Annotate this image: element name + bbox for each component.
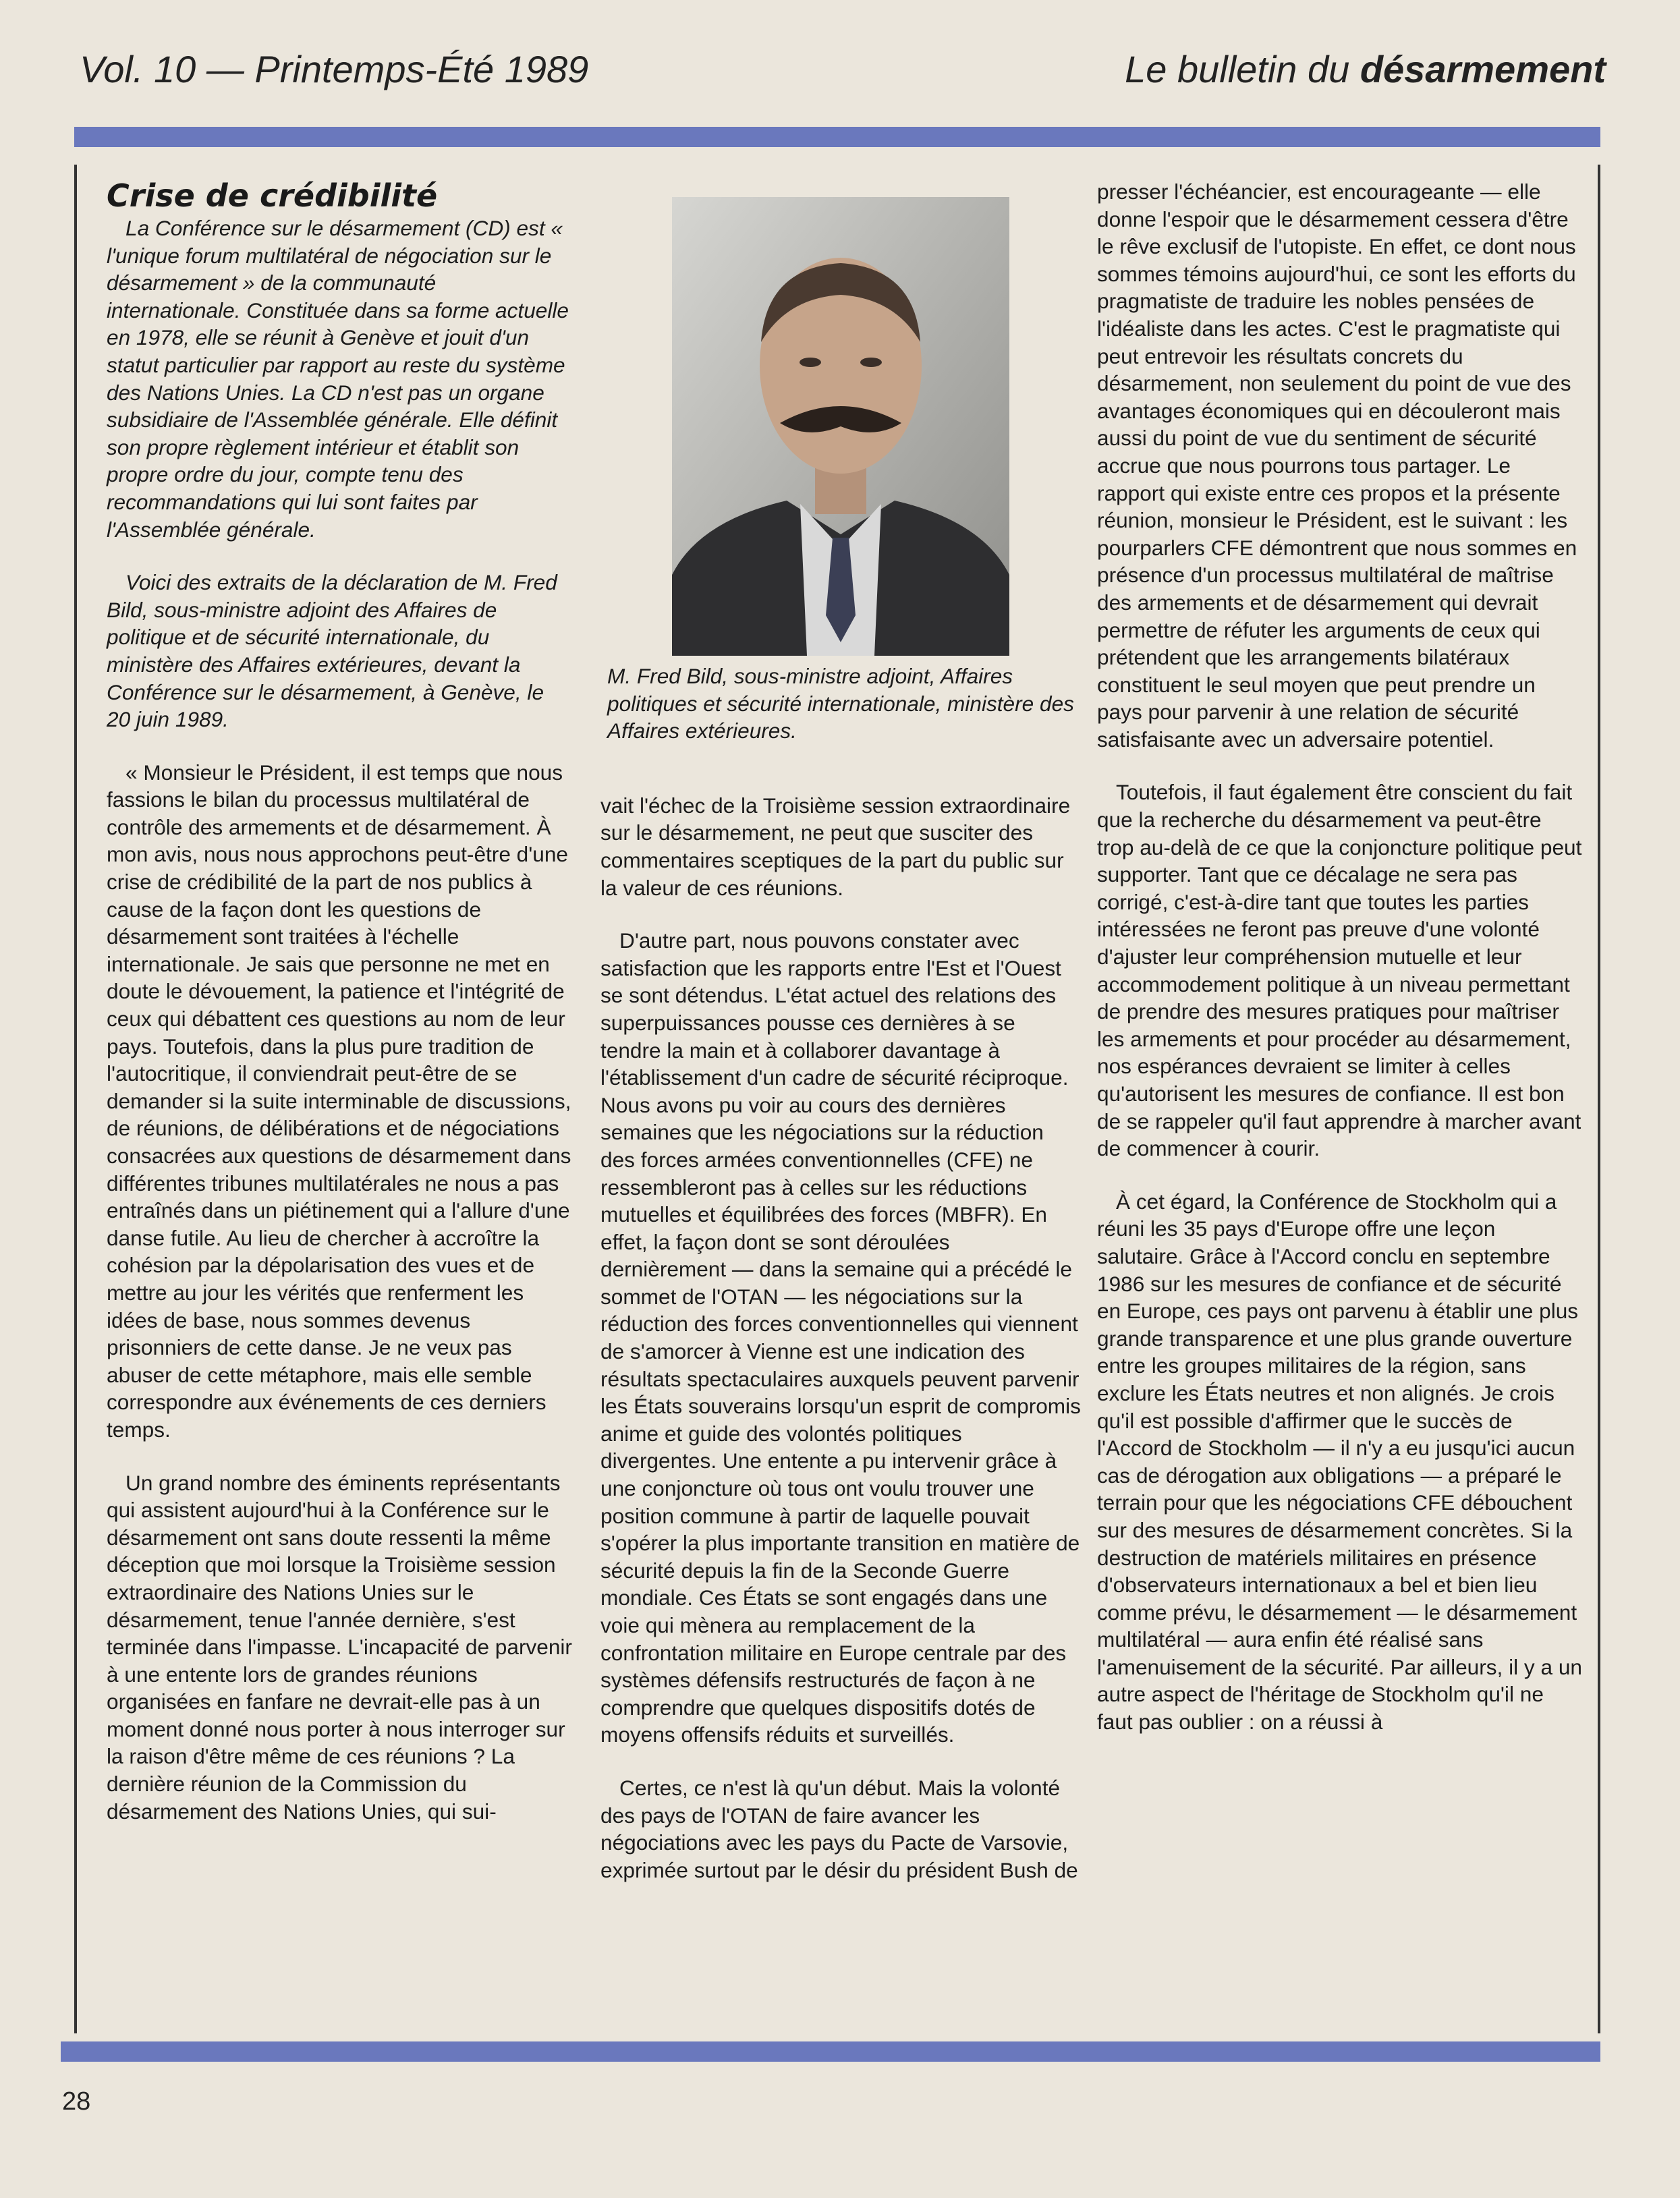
body-paragraph: À cet égard, la Conférence de Stockholm qui a réuni les 35 pays d'Europe offre une leçon salutaire. Grâce à l'Accord conclu en septembre 1986 sur les mesures de confiance et de sécurité en Europe, ces pays ont parvenu à établir une plus grande transparence et une plus grande ouverture entre les groupes militaires de la région, sans exclure les États neutres et non alignés. Je crois qu'il est possible d'affirmer que le succès de l'Accord de Stockholm — il n'y a eu jusqu'ici aucun cas de dérogation aux obligations — a préparé le terrain pour que les négociations CFE débouchent sur des mesures de désarmement concrètes. Si la destruction de matériels militaires en présence d'observateurs internationaux a bel et bien lieu comme prévu, le désarmement — le désarmement multilatéral — aura enfin été réalisé sans l'amenuisement de la sécurité. Par ailleurs, il y a un autre aspect de l'héritage de Stockholm qu'il ne faut pas oublier : on a réussi à: [1097, 1189, 1582, 1735]
body-paragraph: D'autre part, nous pouvons constater avec satisfaction que les rapports entre l'Est et l'Ouest se sont détendus. L'état actuel des relations des superpuissances pousse ces dernières à se tendre la main et à collaborer davantage à l'établissement d'un cadre de sécurité réciproque. Nous avons pu voir au cours des dernières semaines que les négociations sur la réduction des forces armées conventionnelles (CFE) ne ressembleront pas à celles sur les réductions mutuelles et équilibrées des forces (MBFR). En effet, la façon dont se sont déroulées dernièrement — dans la semaine qui a précédé le sommet de l'OTAN — les négociations sur la réduction des forces conventionnelles qui viennent de s'amorcer à Vienne est une indication des résultats spectaculaires auxquels peuvent parvenir les États souverains lorsqu'un esprit de compromis anime et guide des volontés politiques divergentes. Une entente a pu intervenir grâce à une conjoncture où tous ont voulu trouver une position commune à partir de laquelle pouvait s'opérer la plus importante transition en matière de sécurité depuis la fin de la Seconde Guerre mondiale. Ces États se sont engagés dans une voie qui mènera au remplacement de la confrontation militaire en Europe centrale par des systèmes défensifs restructurés de façon à ne comprendre que quelques dispositifs dotés de moyens offensifs réduits et surveillés.: [600, 928, 1081, 1747]
column-2: [600, 197, 1081, 1884]
body-paragraph: Toutefois, il faut également être conscient du fait que la recherche du désarmement va peut-être trop au-delà de ce que la conjoncture politique peut supporter. Tant que ce décalage ne sera pas corrigé, c'est-à-dire tant que toutes les parties intéressées ne feront pas preuve d'une volonté d'ajuster leur compréhension mutuelle et leur accommodement politique à un niveau permettant de prendre des mesures pratiques pour maîtriser les armements et pour procéder au désarmement, nos espérances devraient se limiter à celles qu'autorisent les mesures de confiance. Il est bon de se rappeler qu'il faut apprendre à marcher avant de commencer à courir.: [1097, 780, 1582, 1161]
article-title: Crise de crédibilité: [107, 177, 438, 214]
portrait-photo: [672, 197, 1009, 656]
body-paragraph: Un grand nombre des éminents représentants qui assistent aujourd'hui à la Conférence sur le désarmement ont sans doute ressenti la même déception que moi lorsque la Troisième session extraordinaire des Nations Unies sur le désarmement, tenue l'année dernière, s'est terminée dans l'impasse. L'incapacité de parvenir à une entente lors de grandes réunions organisées en fanfare ne devrait-elle pas à un moment donné nous porter à nous interroger sur la raison d'être même de ces réunions ? La dernière réunion de la Commission du désarmement des Nations Unies, qui sui-: [107, 1470, 572, 1824]
bulletin-title-prefix: Le bulletin du: [1125, 48, 1360, 90]
photo-caption: M. Fred Bild, sous-ministre adjoint, Affaires politiques et sécurité internationale, ministère des Affaires extérieures.: [607, 664, 1074, 743]
frame-right-rule: [1598, 165, 1600, 2033]
page-number: 28: [62, 2087, 91, 2116]
column-3: [1097, 178, 1583, 1736]
bulletin-title: [1125, 47, 1606, 91]
body-paragraph: presser l'échéancier, est encourageante — elle donne l'espoir que le désarmement cessera d'être le rêve exclusif de l'utopiste. En effet, ce dont nous sommes témoins aujourd'hui, ce sont les efforts du pragmatiste de traduire les nobles pensées de l'idéaliste dans les actes. C'est le pragmatiste qui peut entrevoir les résultats concrets du désarmement, non seulement du point de vue des avantages économiques qui en découleront mais aussi du point de vue du sentiment de sécurité accrue que nous pourrons tous partager. Le rapport qui existe entre ces propos et la présente réunion, monsieur le Président, est le suivant : les pourparlers CFE démontrent que nous sommes en présence d'un processus multilatéral de maîtrise des armements et de désarmement qui devrait permettre de réfuter les arguments de ceux qui prétendent que les arrangements bilatéraux constituent le seul moyen que peut prendre un pays pour parvenir à une relation de sécurité satisfaisante avec un adversaire potentiel.: [1097, 179, 1577, 752]
body-paragraph: vait l'échec de la Troisième session extraordinaire sur le désarmement, ne peut que susciter des commentaires sceptiques de la part du public sur la valeur de ces réunions.: [600, 793, 1071, 900]
intro-paragraph: La Conférence sur le désarmement (CD) est « l'unique forum multilatéral de négociation sur le désarmement » de la communauté internationale. Constituée dans sa forme actuelle en 1978, elle se réunit à Genève et jouit d'un statut particulier par rapport au reste du système des Nations Unies. La CD n'est pas un organe subsidiaire de l'Assemblée générale. Elle définit son propre règlement intérieur et établit son propre ordre du jour, compte tenu des recommandations qui lui sont faites par l'Assemblée générale.: [107, 216, 569, 542]
top-rule: [74, 127, 1600, 147]
issue-header: Vol. 10 — Printemps-Été 1989: [80, 48, 589, 90]
bottom-rule: [61, 2041, 1600, 2062]
column-1: [107, 177, 572, 1825]
bulletin-title-bold: désarmement: [1360, 48, 1606, 90]
intro-paragraph-2: Voici des extraits de la déclaration de M. Fred Bild, sous-ministre adjoint des Affaires de politique et de sécurité internationale, du ministère des Affaires extérieures, devant la Conférence sur le désarmement, à Genève, le 20 juin 1989.: [107, 570, 557, 732]
body-paragraph: Certes, ce n'est là qu'un début. Mais la volonté des pays de l'OTAN de faire avancer les négociations avec les pays du Pacte de Varsovie, exprimée surtout par le désir du président Bush de: [600, 1775, 1078, 1882]
frame-left-rule: [74, 165, 77, 2033]
body-paragraph: « Monsieur le Président, il est temps que nous fassions le bilan du processus multilatéral de contrôle des armements et de désarmement. À mon avis, nous nous approchons peut-être d'une crise de crédibilité de la part de nos publics à cause de la façon dont les questions de désarmement sont traitées à l'échelle internationale. Je sais que personne ne met en doute le dévouement, la patience et l'intégrité de ceux qui débattent ces questions au nom de leur pays. Toutefois, dans la plus pure tradition de l'autocritique, il conviendrait peut-être de se demander si la suite interminable de discussions, de réunions, de délibérations et de négociations consacrées aux questions de désarmement dans différentes tribunes multilatérales ne nous a pas entraînés dans un piétinement qui a l'allure d'une danse futile. Au lieu de chercher à accroître la cohésion par la dépolarisation des vues et de mettre au jour les vérités que renferment les idées de base, nous sommes devenus prisonniers de cette danse. Je ne veux pas abuser de cette métaphore, mais elle semble correspondre aux événements de ces derniers temps.: [107, 760, 571, 1442]
